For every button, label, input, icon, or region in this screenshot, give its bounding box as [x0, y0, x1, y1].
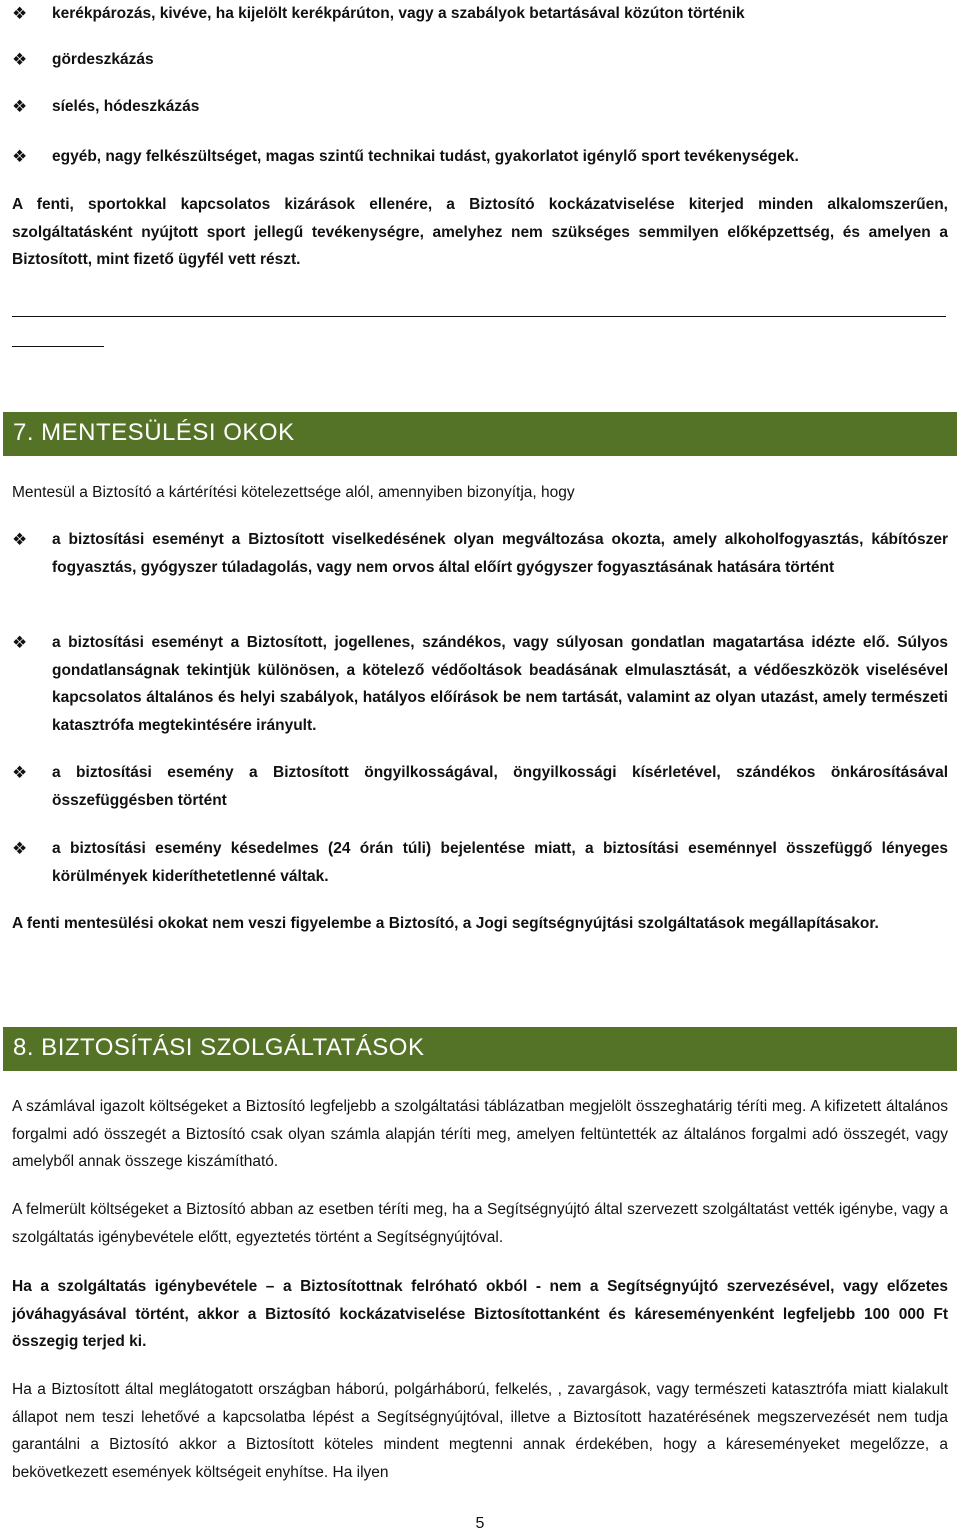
list-item-text: a biztosítási esemény a Biztosított öngyilkosságával, öngyilkossági kísérletével, szándékos önkárosításával összefüggésben történt	[52, 764, 948, 809]
section-7-closing: A fenti mentesülési okokat nem veszi figyelembe a Biztosító, a Jogi segítségnyújtási szolgáltatások megállapításakor.	[12, 915, 879, 932]
list-item-text: gördeszkázás	[52, 51, 154, 68]
list-item	[12, 629, 948, 739]
section-7-heading	[3, 412, 957, 456]
bullet-diamond-icon: ❖	[12, 50, 28, 69]
bullet-diamond-icon: ❖	[12, 147, 28, 166]
section-8-paragraph: A felmerült költségeket a Biztosító abban az esetben téríti meg, ha a Segítségnyújtó által szervezett szolgáltatást vették igénybe, vagy a szolgáltatás igénybevétele előtt, egyeztetés történt a Segítségnyújtóval.	[12, 1201, 948, 1246]
list-item	[12, 143, 948, 171]
section-8-paragraph: Ha a Biztosított által meglátogatott országban háború, polgárháború, felkelés, , zavargások, vagy természeti katasztrófa miatt kialakult állapot nem teszi lehetővé a kapcsolatba lépést a Segítségnyújtóval, illetve a Biztosított hazatérésének megszervezését nem tudja garantálni a Biztosító akkor a Biztosított köteles mindent megtenni annak érdekében, hogy a káreseményeket megelőzze, a bekövetkezett események költségeit enyhítse. Ha ilyen	[12, 1381, 948, 1481]
bullet-diamond-icon: ❖	[12, 97, 28, 116]
separator-line	[12, 316, 946, 317]
bullet-diamond-icon: ❖	[12, 763, 28, 782]
list-item-text: egyéb, nagy felkészültséget, magas szintű technikai tudást, gyakorlatot igénylő sport tevékenységek.	[52, 148, 799, 165]
list-item	[12, 0, 948, 28]
sport-exclusion-paragraph: A fenti, sportokkal kapcsolatos kizárások ellenére, a Biztosító kockázatviselése kiterjed minden alkalomszerűen, szolgáltatásként nyújtott sport jellegű tevékenységre, amelyhez nem szükséges semmilyen előképzettség, és amelyen a Biztosított, mint fizető ügyfél vett részt.	[12, 196, 948, 268]
section-8-heading	[3, 1027, 957, 1071]
separator-line-short	[12, 346, 104, 347]
list-item-text: kerékpározás, kivéve, ha kijelölt kerékpárúton, vagy a szabályok betartásával közúton történik	[52, 5, 745, 22]
bullet-diamond-icon: ❖	[12, 839, 28, 858]
bullet-diamond-icon: ❖	[12, 633, 28, 652]
list-item-text: a biztosítási esemény késedelmes (24 órán túli) bejelentése miatt, a biztosítási eseménnyel összefüggő lényeges körülmények kideríthetetlenné váltak.	[52, 840, 948, 885]
section-8-paragraph-bold: Ha a szolgáltatás igénybevétele – a Biztosítottnak felróható okból - nem a Segítségnyújtó szervezésével, vagy előzetes jóváhagyásával történt, akkor a Biztosító kockázatviselése Biztosítottanként és káreseményenként legfeljebb 100 000 Ft összegig terjed ki.	[12, 1278, 948, 1350]
list-item-text: a biztosítási eseményt a Biztosított viselkedésének olyan megváltozása okozta, amely alkoholfogyasztás, kábítószer fogyasztás, gyógyszer túladagolás, vagy nem orvos által előírt gyógyszer fogyasztásának hatására történt	[52, 531, 948, 576]
list-item	[12, 46, 948, 74]
section-8-title: 8. BIZTOSÍTÁSI SZOLGÁLTATÁSOK	[13, 1034, 425, 1061]
section-8-paragraph: A számlával igazolt költségeket a Biztosító legfeljebb a szolgáltatási táblázatban megjelölt összeghatárig téríti meg. A kifizetett általános forgalmi adó összegét a Biztosító csak olyan számla alapján téríti meg, amelyen feltüntették az általános forgalmi adó összegét, vagy amelyből annak összege kiszámítható.	[12, 1098, 948, 1170]
list-item	[12, 835, 948, 890]
list-item-text: a biztosítási eseményt a Biztosított, jogellenes, szándékos, vagy súlyosan gondatlan magatartása idézte elő. Súlyos gondatlanságnak tekintjük különösen, a kötelező védőoltások beadásának elmulasztását, a védőeszközök viselésével kapcsolatos általános és helyi szabályok, hatályos előírások be nem tartását, valamint az olyan utazást, amely természeti katasztrófa megtekintésére irányult.	[52, 634, 948, 734]
list-item	[12, 759, 948, 814]
section-7-title: 7. MENTESÜLÉSI OKOK	[13, 419, 295, 446]
list-item	[12, 526, 948, 581]
list-item	[12, 93, 948, 121]
bullet-diamond-icon: ❖	[12, 530, 28, 549]
page-number: 5	[475, 1515, 485, 1532]
list-item-text: síelés, hódeszkázás	[52, 98, 200, 115]
section-7-intro: Mentesül a Biztosító a kártérítési kötelezettsége alól, amennyiben bizonyítja, hogy	[12, 484, 575, 501]
bullet-diamond-icon: ❖	[12, 4, 28, 23]
